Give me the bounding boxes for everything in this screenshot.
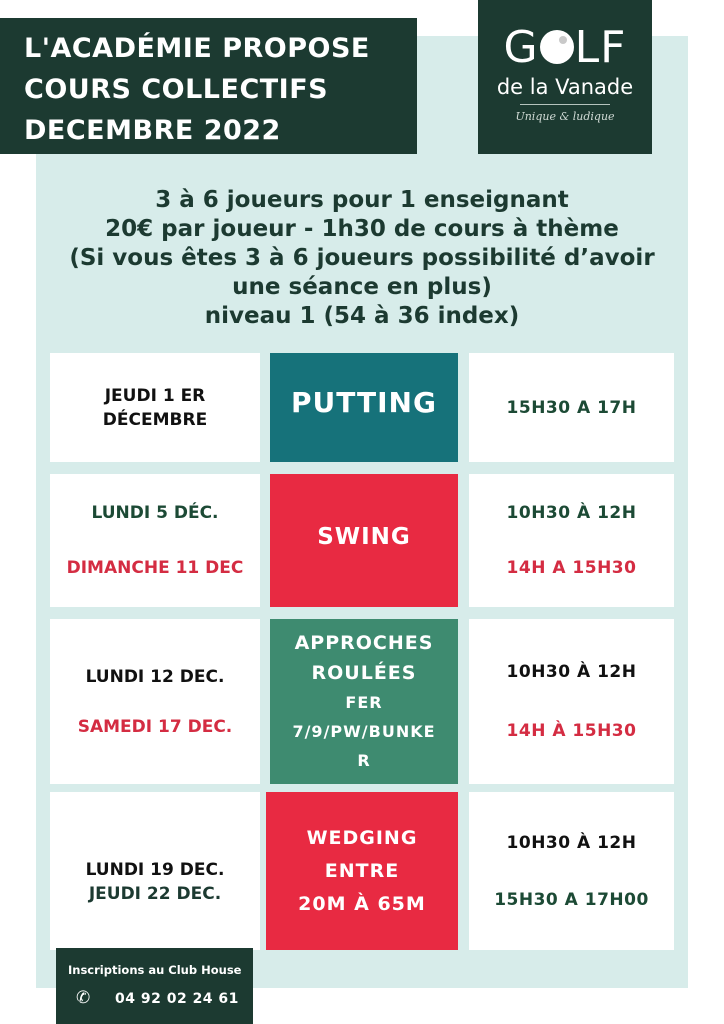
session-1-times [469,353,674,462]
logo-wordmark [478,24,652,72]
session-date: DIMANCHE 11 DEC [66,558,244,578]
intro-line: une séance en plus) [232,274,492,300]
session-3-dates [50,619,260,784]
session-date: JEUDI 22 DEC. [88,884,222,904]
golf-ball-icon [540,30,574,64]
session-4-dates [50,792,260,950]
topic-label: APPROCHES [294,632,434,654]
session-time: 14H À 15H30 [506,721,637,741]
topic-label: SWING [317,523,411,550]
topic-label: R [357,751,371,770]
phone-icon: ✆ [76,988,91,1008]
session-4-times [469,792,674,950]
title-line: DECEMBRE 2022 [24,115,281,146]
topic-label: FER [345,693,383,712]
session-2-topic [270,474,458,607]
title-banner [0,18,417,154]
session-date: DÉCEMBRE [102,409,208,430]
session-1-dates [50,353,260,462]
session-3-topic [270,619,458,784]
title-line: L'ACADÉMIE PROPOSE [24,33,370,64]
session-time: 10H30 À 12H [506,503,637,523]
topic-label: ENTRE [324,859,400,882]
title-line: COURS COLLECTIFS [24,74,329,105]
session-3-times [469,619,674,784]
session-time: 14H A 15H30 [506,558,637,578]
intro-line: (Si vous êtes 3 à 6 joueurs possibilité d’avoir [69,245,655,271]
topic-label: PUTTING [291,385,437,419]
session-2-dates [50,474,260,607]
logo-letter-g: G [503,22,539,73]
logo-letters-lf: LF [574,22,627,73]
logo-tagline: Unique & ludique [515,110,615,123]
session-time: 15H30 A 17H [506,397,637,418]
topic-label: 20M À 65M [298,892,426,915]
session-4-topic [266,792,458,950]
logo-subtitle: de la Vanade [496,75,634,99]
session-time: 10H30 À 12H [506,832,637,853]
intro-line: niveau 1 (54 à 36 index) [204,303,520,329]
intro-text [36,186,688,331]
session-date: LUNDI 5 DÉC. [91,503,219,523]
topic-label: 7/9/PW/BUNKE [292,722,436,741]
signup-label: Inscriptions au Club House [68,963,242,977]
footer-contact [56,948,253,1024]
session-2-times [469,474,674,607]
topic-label: ROULÉES [311,662,417,684]
session-time: 15H30 A 17H00 [494,889,649,910]
phone-number[interactable]: 04 92 02 24 61 [115,991,239,1007]
session-1-topic [270,353,458,462]
session-date: LUNDI 12 DEC. [85,666,225,687]
session-time: 10H30 À 12H [506,662,637,682]
topic-label: WEDGING [306,826,418,849]
golf-logo [478,0,652,154]
session-date: SAMEDI 17 DEC. [77,716,233,737]
session-date: LUNDI 19 DEC. [85,860,225,880]
session-date: JEUDI 1 ER [104,385,206,406]
intro-line: 3 à 6 joueurs pour 1 enseignant [155,187,569,213]
logo-divider [520,104,610,105]
intro-line: 20€ par joueur - 1h30 de cours à thème [105,216,619,242]
